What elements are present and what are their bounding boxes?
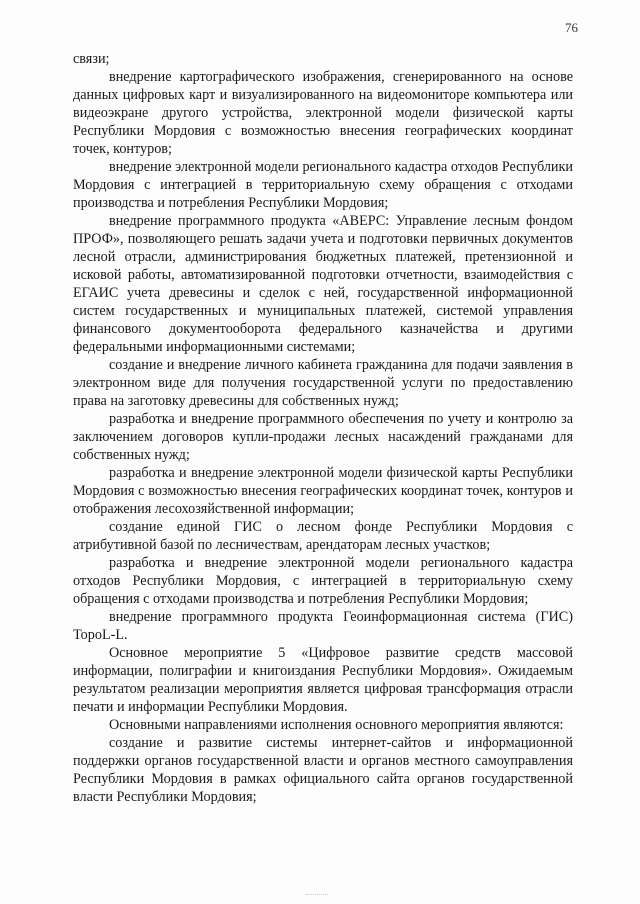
paragraph: разработка и внедрение электронной модели регионального кадастра отходов Республики Мордовия, с интеграцией в территориальную схему обращения с отходами производства и потребления Республики Мордовия; <box>73 555 573 607</box>
body-text <box>73 50 573 806</box>
paragraph: внедрение картографического изображения, сгенерированного на основе данных цифровых карт и визуализированного на видеомониторе компьютера или видеоэкране другого устройства, электронной модели физической карты Республики Мордовия с возможностью внесения географических координат точек, контуров; <box>73 69 573 157</box>
paragraph: создание и развитие системы интернет-сайтов и информационной поддержки органов государственной власти и органов местного самоуправления Республики Мордовия в рамках официального сайта органов государственной власти Республики Мордовия; <box>73 735 573 805</box>
scan-artifact <box>306 880 328 895</box>
paragraph: создание и внедрение личного кабинета гражданина для подачи заявления в электронном виде для получения государственной услуги по предоставлению права на заготовку древесины для собственных нужд; <box>73 357 573 409</box>
paragraph: Основными направлениями исполнения основного мероприятия являются: <box>109 717 564 733</box>
paragraph: создание единой ГИС о лесном фонде Республики Мордовия с атрибутивной базой по лесничествам, арендаторам лесных участков; <box>73 519 573 553</box>
paragraph: внедрение программного продукта Геоинформационная система (ГИС) TopoL-L. <box>73 609 573 643</box>
page-number: 76 <box>565 20 578 35</box>
paragraph: разработка и внедрение программного обеспечения по учету и контролю за заключением договоров купли-продажи лесных насаждений гражданами для собственных нужд; <box>73 411 573 463</box>
paragraph: связи; <box>73 51 110 67</box>
paragraph: внедрение программного продукта «АВЕРС: Управление лесным фондом ПРОФ», позволяющего решать задачи учета и подготовки первичных документов лесной отрасли, администрирования бюджетных платежей, претензионной и исковой работы, автоматизированной подготовки отчетности, взаимодействия с ЕГАИС учета древесины и сделок с ней, государственной информационной систем государственных и муниципальных платежей, системой управления финансового документооборота федерального казначейства и другими федеральными информационными системами; <box>73 213 573 355</box>
paragraph: разработка и внедрение электронной модели физической карты Республики Мордовия с возможностью внесения географических координат точек, контуров и отображения лесохозяйственной информации; <box>73 465 573 517</box>
paragraph: Основное мероприятие 5 «Цифровое развитие средств массовой информации, полиграфии и книгоиздания Республики Мордовия». Ожидаемым результатом реализации мероприятия является цифровая трансформация отрасли печати и информации Республики Мордовия. <box>73 645 573 715</box>
paragraph: внедрение электронной модели регионального кадастра отходов Республики Мордовия с интеграцией в территориальную схему обращения с отходами производства и потребления Республики Мордовия; <box>73 159 573 211</box>
